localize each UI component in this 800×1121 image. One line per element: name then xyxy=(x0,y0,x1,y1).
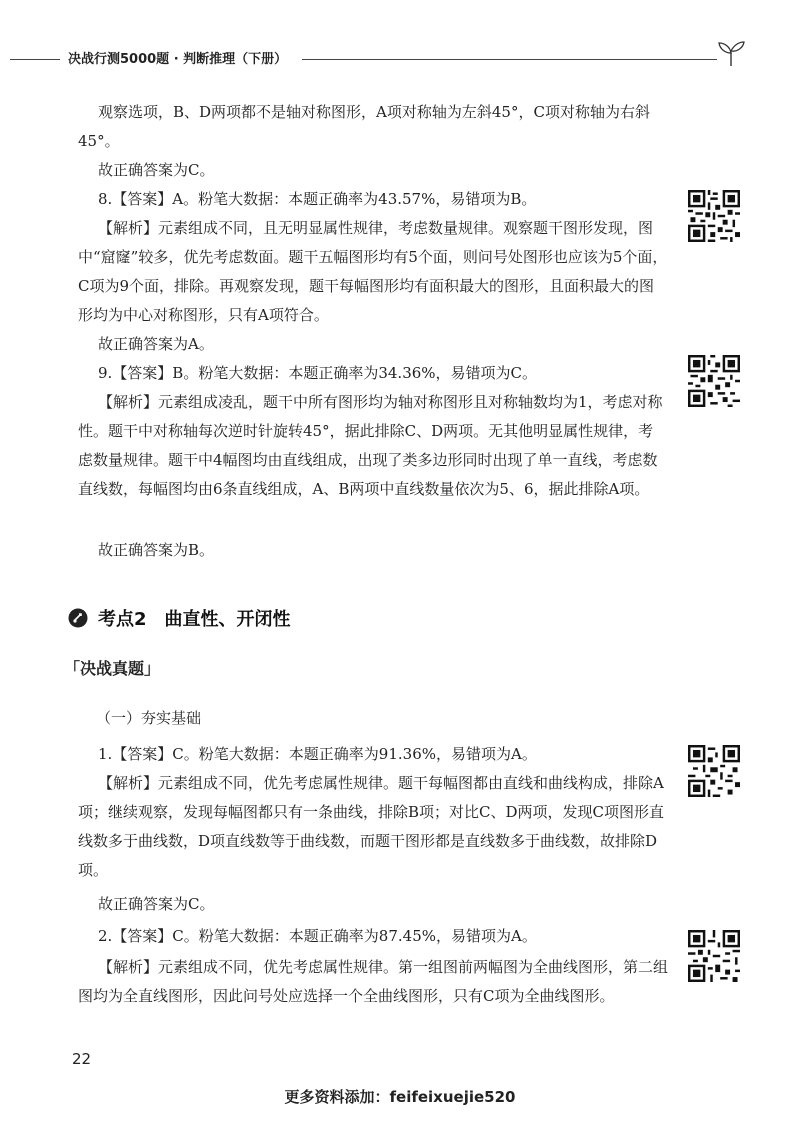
qr-code-icon[interactable] xyxy=(688,930,740,982)
sprout-icon xyxy=(716,40,746,66)
paragraph-observe-options: 观察选项，B、D两项都不是轴对称图形，A项对称轴为左斜45°，C项对称轴为右斜45°。 xyxy=(78,103,650,150)
paragraph-q1-answer: 1.【答案】C。粉笔大数据：本题正确率为91.36%，易错项为A。 xyxy=(98,745,537,763)
paragraph-q1-analysis: 【解析】元素组成不同，优先考虑属性规律。题干每幅图都由直线和曲线构成，排除A项；继续观察，发现每幅图都只有一条曲线，排除B项；对比C、D两项，发现C项图形直线数多于曲线数，D项直线数等于曲线数，而题干图形都是直线数多于曲线数，故排除D项。 xyxy=(78,774,665,879)
paragraph-answer-c: 故正确答案为C。 xyxy=(98,161,215,179)
paragraph-answer-c-2: 故正确答案为C。 xyxy=(98,895,215,913)
footer-contact: 更多资料添加：feifeixuejie520 xyxy=(284,1088,516,1106)
paragraph-q8-answer: 8.【答案】A。粉笔大数据：本题正确率为43.57%，易错项为B。 xyxy=(98,190,537,208)
qr-code-icon[interactable] xyxy=(688,745,740,797)
subheading-basics: （一）夯实基础 xyxy=(96,709,202,727)
header-rule-left xyxy=(10,59,60,60)
paragraph-q8-analysis: 【解析】元素组成不同，且无明显属性规律，考虑数量规律。观察题干图形发现，图中“窟窿”较多，优先考虑数面。题干五幅图形均有5个面，则问号处图形也应该为5个面，C项为9个面，排除。再观察发现，题干每幅图形均有面积最大的图形，且面积最大的图形均为中心对称图形，只有A项符合。 xyxy=(78,219,668,324)
paragraph-q2-answer: 2.【答案】C。粉笔大数据：本题正确率为87.45%，易错项为A。 xyxy=(98,927,537,945)
qr-code-icon[interactable] xyxy=(688,355,740,407)
section-title: 考点2 曲直性、开闭性 xyxy=(98,609,291,630)
page-number: 22 xyxy=(72,1050,92,1068)
book-title: 决战行测5000题 · 判断推理（下册） xyxy=(68,52,288,67)
paragraph-q9-analysis: 【解析】元素组成凌乱，题干中所有图形均为轴对称图形且对称轴数均为1，考虑对称性。题干中对称轴每次逆时针旋转45°，据此排除C、D两项。无其他明显属性规律，考虑数量规律。题干中4幅图均由直线组成，出现了类多边形同时出现了单一直线，考虑数直线数，每幅图均由6条直线组成，A、B两项中直线数量依次为5、6，据此排除A项。 xyxy=(78,393,663,498)
header-rule-right xyxy=(302,59,717,60)
subheading-real-questions: 「决战真题」 xyxy=(64,659,161,678)
paragraph-q9-answer: 9.【答案】B。粉笔大数据：本题正确率为34.36%，易错项为C。 xyxy=(98,364,538,382)
qr-code-icon[interactable] xyxy=(688,190,740,242)
paragraph-answer-a: 故正确答案为A。 xyxy=(98,335,214,353)
section-badge-icon xyxy=(68,608,88,628)
paragraph-answer-b: 故正确答案为B。 xyxy=(98,541,215,559)
running-header xyxy=(0,44,800,76)
paragraph-q2-analysis: 【解析】元素组成不同，优先考虑属性规律。第一组图前两幅图为全曲线图形，第二组图均为全直线图形，因此问号处应选择一个全曲线图形，只有C项为全曲线图形。 xyxy=(78,958,669,1005)
